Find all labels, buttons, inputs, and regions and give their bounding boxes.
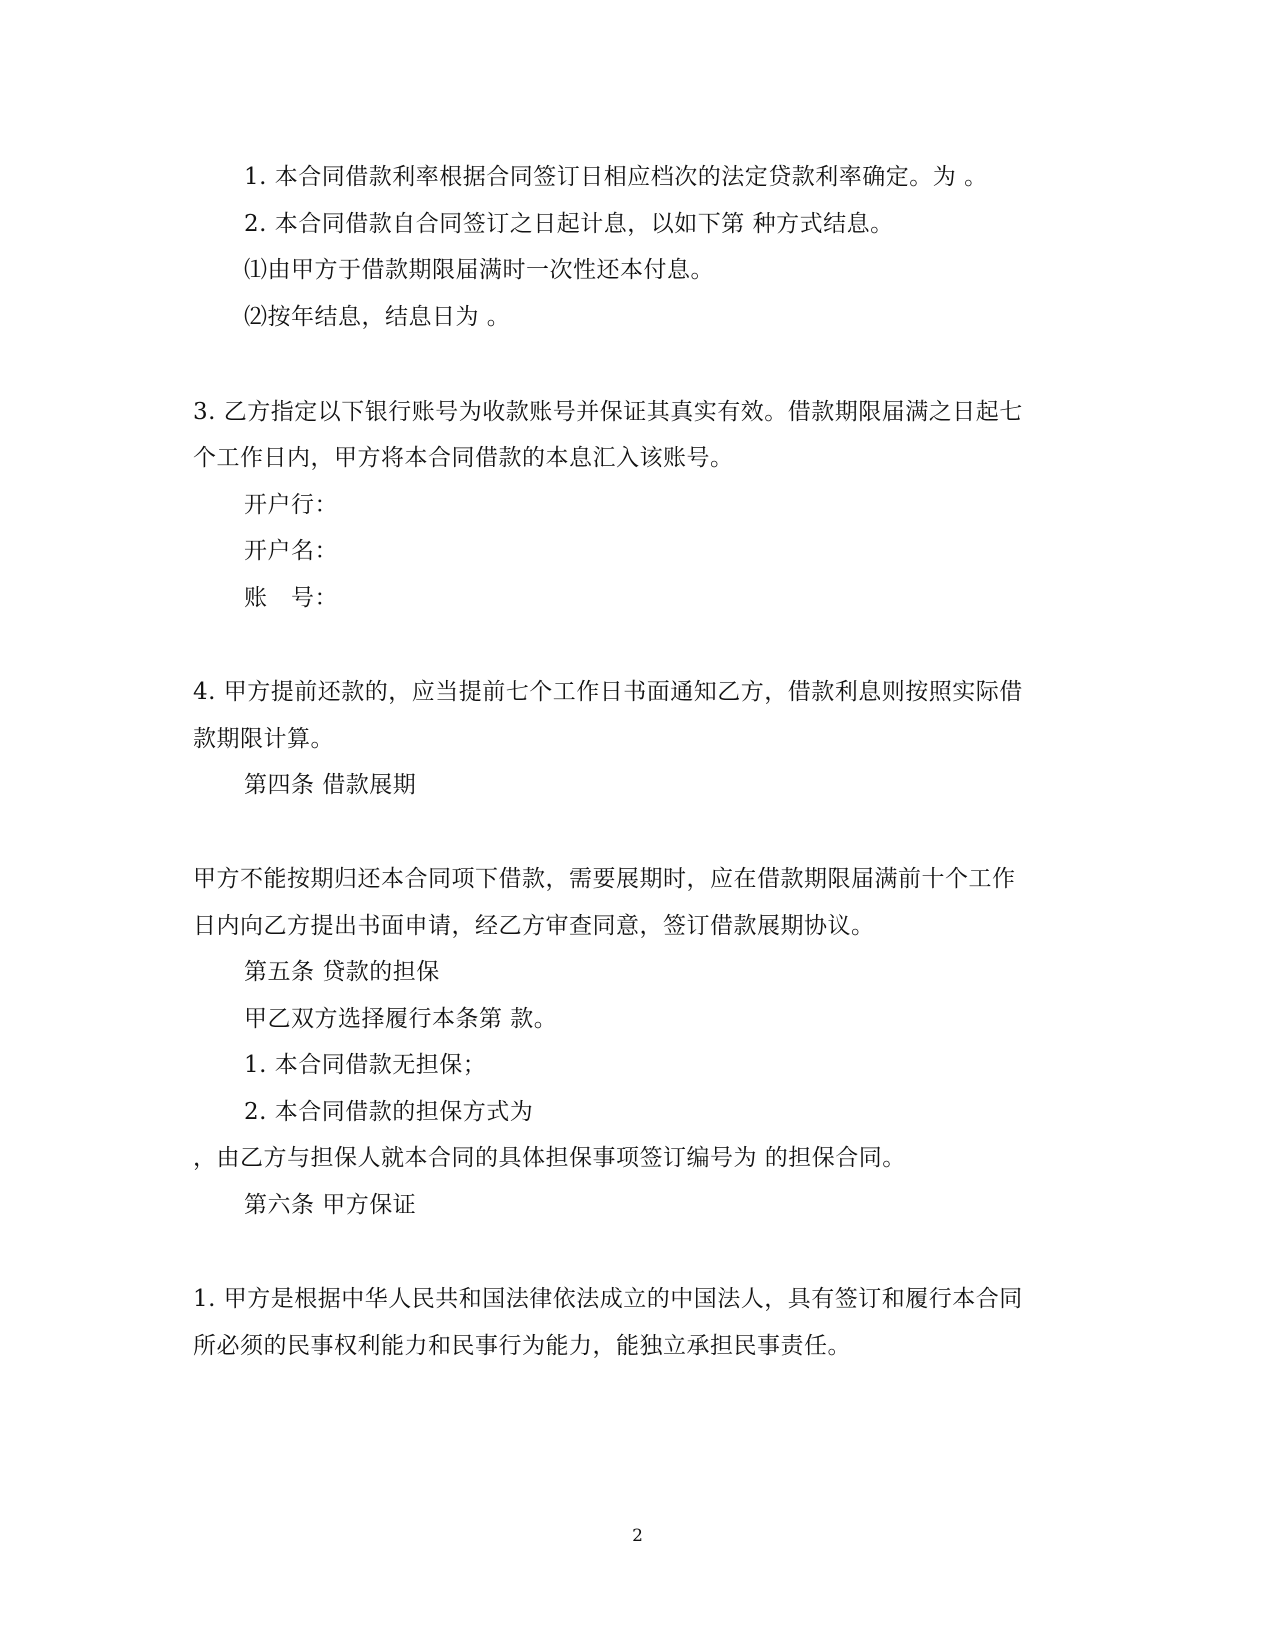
guarantee-option-2: 2. 本合同借款的担保方式为 (244, 1099, 534, 1125)
bank-account-clause-line-2: 个工作日内，甲方将本合同借款的本息汇入该账号。 (193, 445, 734, 471)
article-5-heading: 第五条 贷款的担保 (244, 959, 440, 985)
early-repayment-clause-line-1: 4. 甲方提前还款的，应当提前七个工作日书面通知乙方，借款利息则按照实际借 (193, 679, 1023, 705)
repayment-option-2: ⑵按年结息，结息日为 。 (244, 304, 511, 330)
extension-clause-line-1: 甲方不能按期归还本合同项下借款，需要展期时，应在借款期限届满前十个工作 (193, 866, 1016, 892)
guarantee-contract-line: ，由乙方与担保人就本合同的具体担保事项签订编号为 的担保合同。 (193, 1145, 906, 1171)
interest-calculation-clause: 2. 本合同借款自合同签订之日起计息，以如下第 种方式结息。 (244, 211, 894, 237)
guarantee-choice-line: 甲乙双方选择履行本条第 款。 (244, 1006, 558, 1032)
interest-rate-clause: 1. 本合同借款利率根据合同签订日相应档次的法定贷款利率确定。为 。 (244, 164, 988, 190)
article-4-heading: 第四条 借款展期 (244, 772, 417, 798)
account-bank-label: 开户行： (244, 492, 338, 518)
guarantee-option-1: 1. 本合同借款无担保； (244, 1052, 487, 1078)
page-number: 2 (632, 1526, 643, 1546)
bank-account-clause-line-1: 3. 乙方指定以下银行账号为收款账号并保证其真实有效。借款期限届满之日起七 (193, 399, 1023, 425)
repayment-option-1: ⑴由甲方于借款期限届满时一次性还本付息。 (244, 257, 714, 283)
account-name-label: 开户名： (244, 538, 338, 564)
party-a-warranty-line-1: 1. 甲方是根据中华人民共和国法律依法成立的中国法人，具有签订和履行本合同 (193, 1286, 1023, 1312)
party-a-warranty-line-2: 所必须的民事权利能力和民事行为能力，能独立承担民事责任。 (193, 1333, 851, 1359)
extension-clause-line-2: 日内向乙方提出书面申请，经乙方审查同意，签订借款展期协议。 (193, 913, 875, 939)
article-6-heading: 第六条 甲方保证 (244, 1192, 417, 1218)
account-number-label: 账 号： (244, 585, 338, 611)
early-repayment-clause-line-2: 款期限计算。 (193, 726, 334, 752)
